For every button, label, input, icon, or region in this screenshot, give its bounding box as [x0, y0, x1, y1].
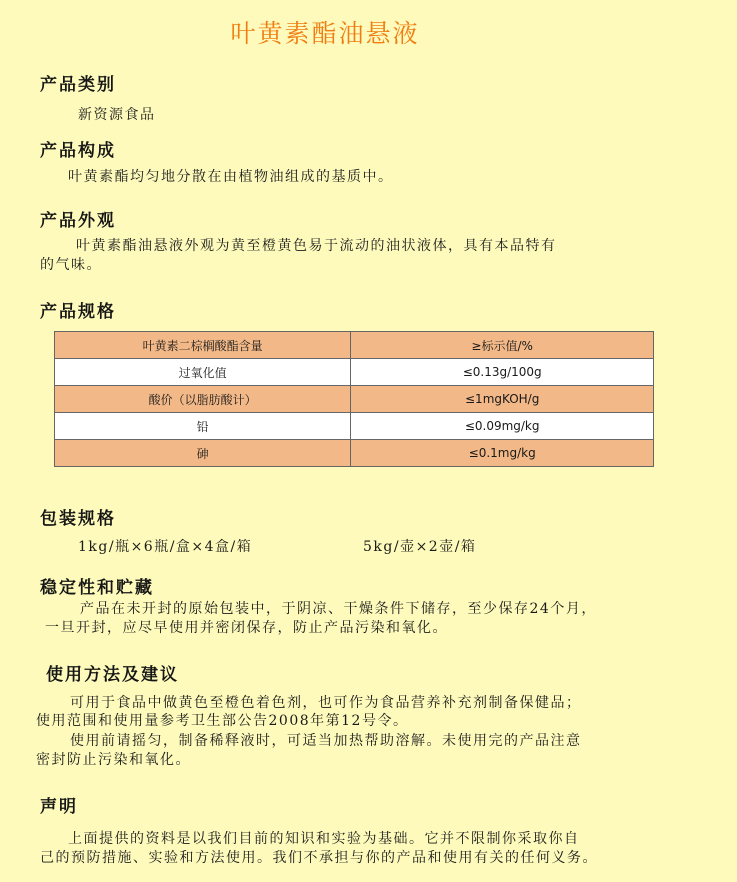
spec-cell-item: 酸价（以脂肪酸计）: [55, 386, 351, 413]
storage-line-2: 一旦开封，应尽早使用并密闭保存，防止产品污染和氧化。: [45, 620, 448, 636]
heading-statement: 声明: [40, 797, 78, 817]
spec-row: [55, 413, 654, 440]
spec-cell-item: 砷: [55, 440, 351, 467]
heading-packaging: 包装规格: [40, 509, 116, 529]
usage-line-4: 密封防止污染和氧化。: [36, 752, 191, 768]
usage-line-2: 使用范围和使用量参考卫生部公告2008年第12号令。: [36, 713, 409, 729]
heading-specs: 产品规格: [40, 302, 116, 322]
heading-appearance: 产品外观: [40, 211, 116, 231]
heading-storage: 稳定性和贮藏: [40, 578, 154, 598]
spec-cell-item: 叶黄素二棕榈酸酯含量: [55, 332, 351, 359]
packaging-option-2: 5kg/壶×2壶/箱: [363, 539, 477, 555]
spec-row: [55, 440, 654, 467]
heading-composition: 产品构成: [40, 141, 116, 161]
heading-category: 产品类别: [40, 75, 116, 95]
appearance-line-1: 叶黄素酯油悬液外观为黄至橙黄色易于流动的油状液体，具有本品特有: [76, 238, 557, 254]
appearance-line-2: 的气味。: [40, 257, 102, 273]
spec-cell-item: 过氧化值: [55, 359, 351, 386]
heading-usage: 使用方法及建议: [46, 665, 179, 685]
spec-cell-value: ≤0.1mg/kg: [351, 440, 654, 467]
category-text: 新资源食品: [78, 107, 156, 123]
spec-cell-value: ≥标示值/%: [351, 332, 654, 359]
usage-line-3: 使用前请摇匀，制备稀释液时，可适当加热帮助溶解。未使用完的产品注意: [70, 733, 582, 749]
storage-line-1: 产品在未开封的原始包装中，于阴凉、干燥条件下储存，至少保存24个月，: [80, 601, 597, 617]
spec-cell-value: ≤0.13g/100g: [351, 359, 654, 386]
packaging-option-1: 1kg/瓶×6瓶/盒×4盒/箱: [78, 539, 253, 555]
spec-row: [55, 386, 654, 413]
composition-text: 叶黄素酯均匀地分散在由植物油组成的基质中。: [68, 169, 394, 185]
spec-row: [55, 359, 654, 386]
statement-line-2: 己的预防措施、实验和方法使用。我们不承担与你的产品和使用有关的任何义务。: [40, 850, 598, 866]
statement-line-1: 上面提供的资料是以我们目前的知识和实验为基础。它并不限制你采取你自: [68, 831, 580, 847]
page-title: 叶黄素酯油悬液: [230, 19, 420, 48]
usage-line-1: 可用于食品中做黄色至橙色着色剂，也可作为食品营养补充剂制备保健品；: [70, 695, 582, 711]
spec-cell-item: 铅: [55, 413, 351, 440]
spec-cell-value: ≤1mgKOH/g: [351, 386, 654, 413]
spec-table: [54, 331, 654, 467]
spec-cell-value: ≤0.09mg/kg: [351, 413, 654, 440]
spec-header-row: [55, 332, 654, 359]
